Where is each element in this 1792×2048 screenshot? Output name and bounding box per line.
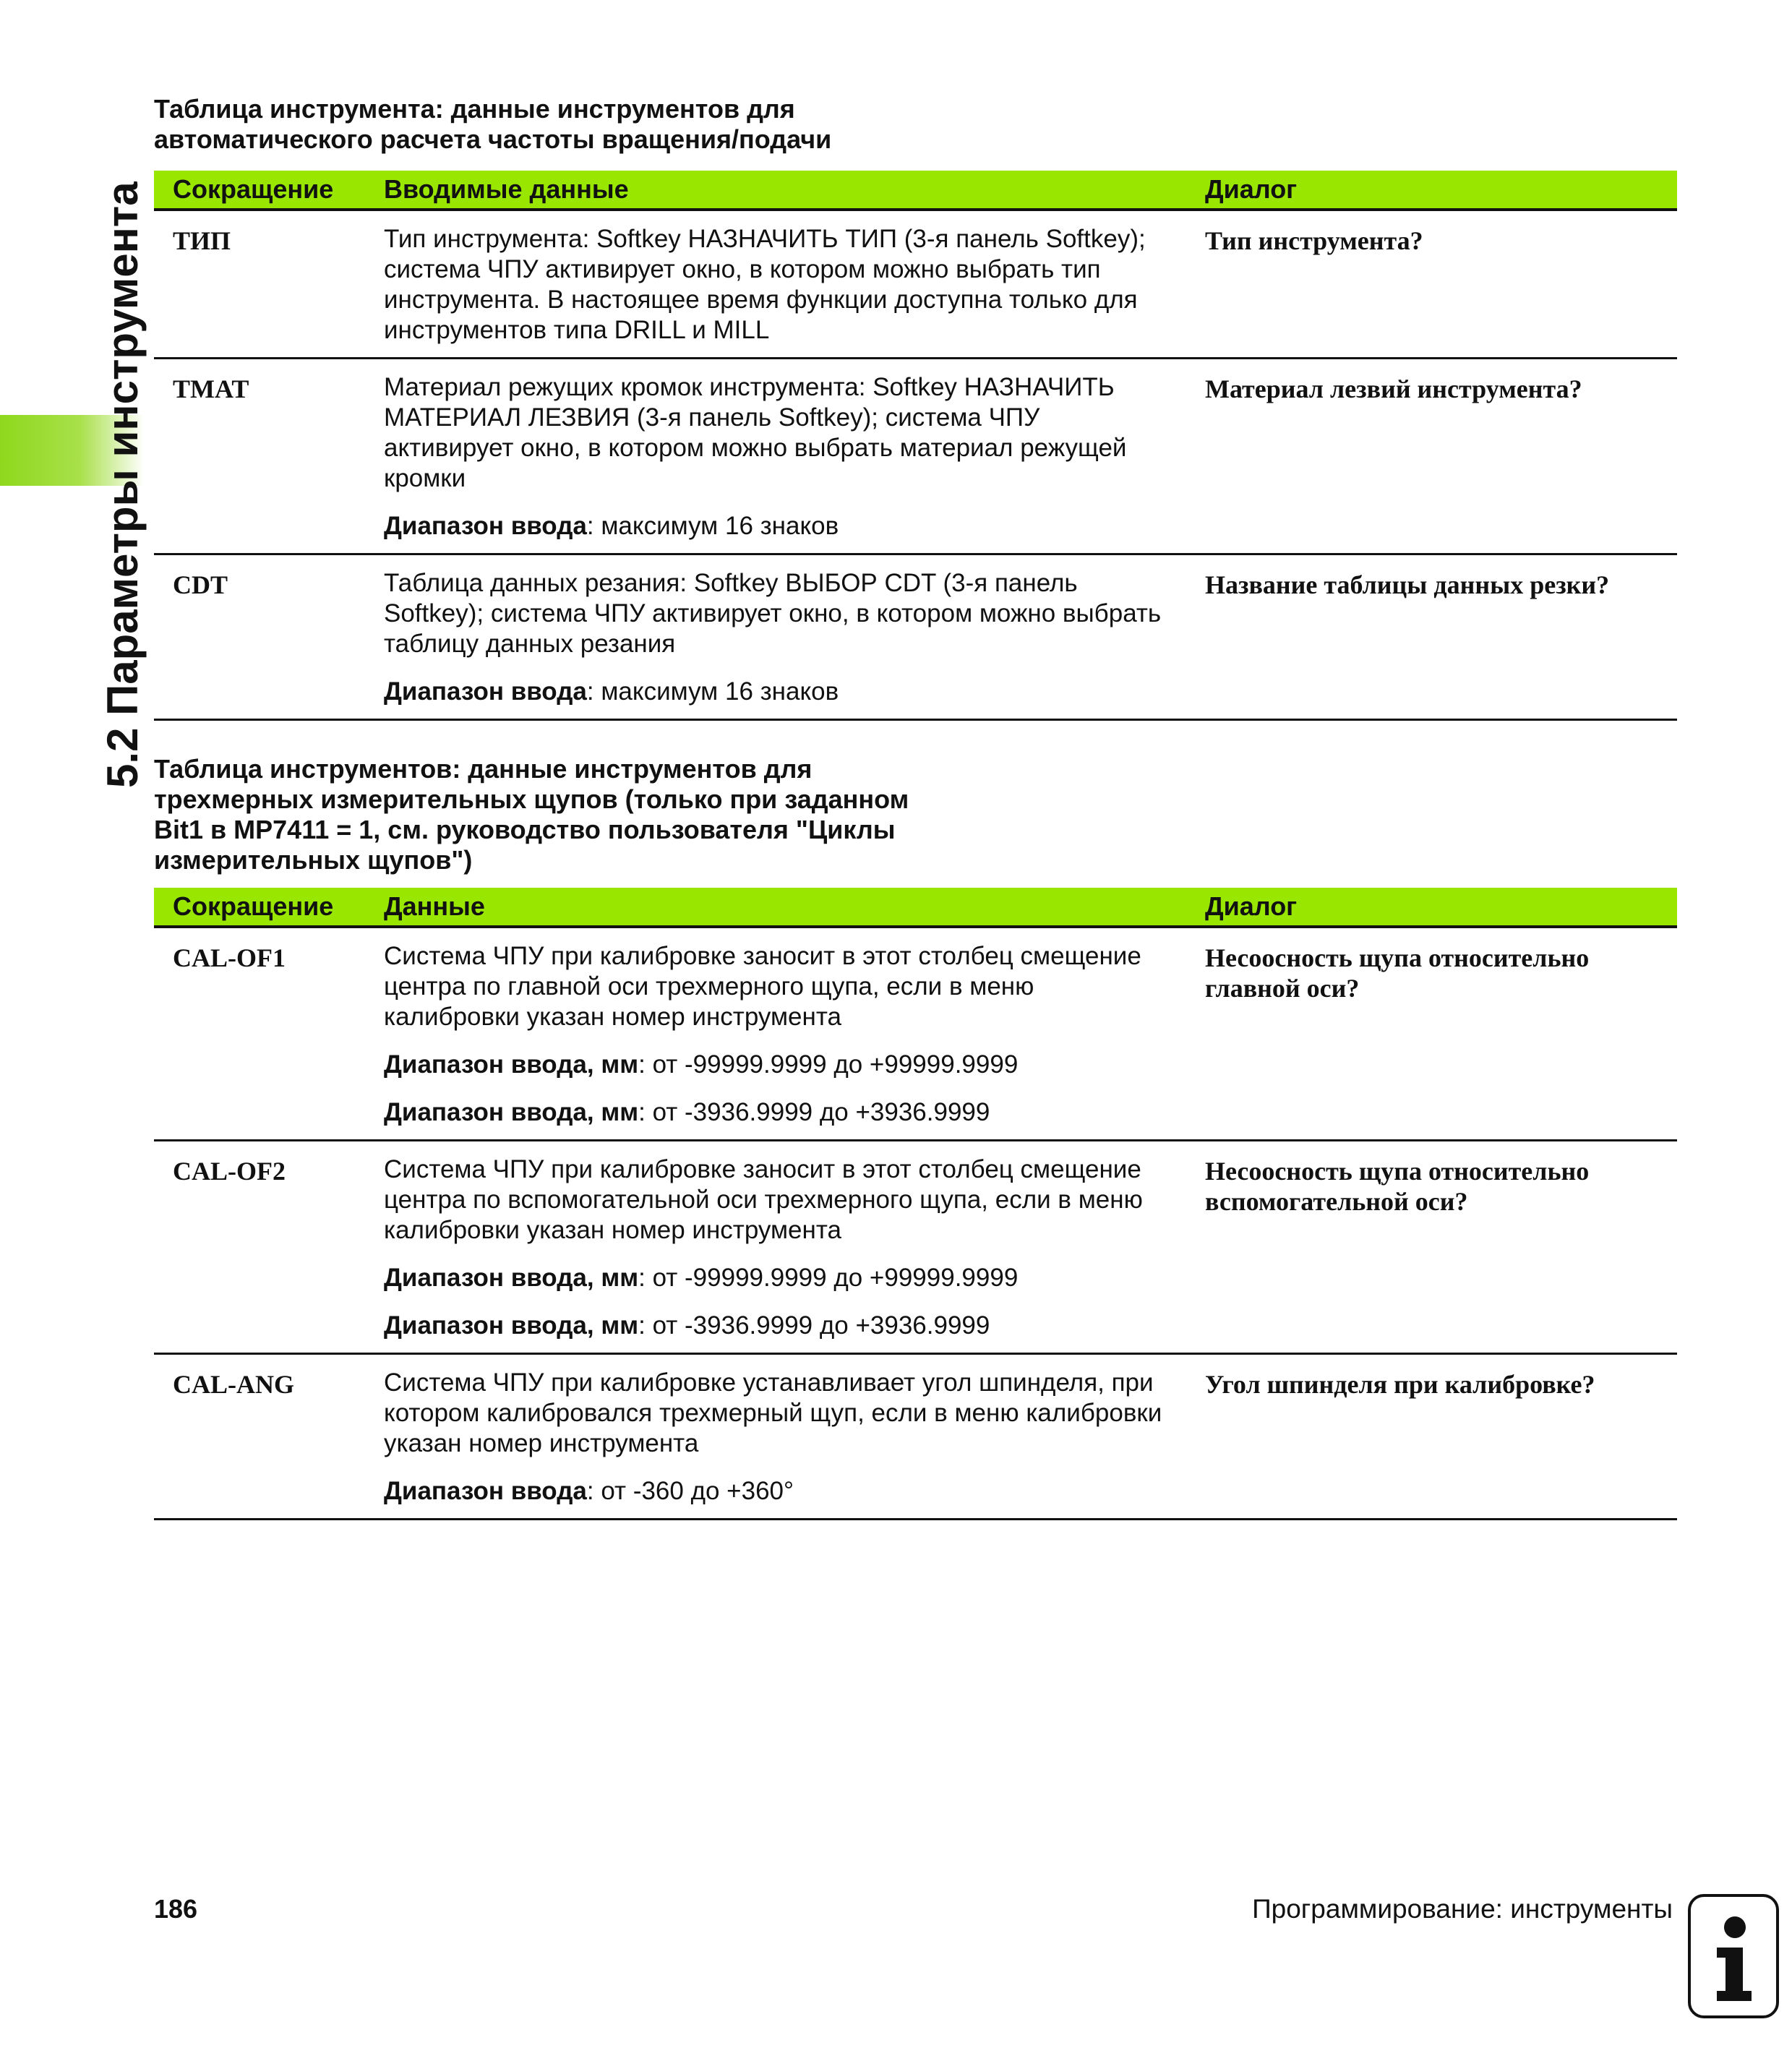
table-row	[154, 210, 1677, 359]
input-range-value: : максимум 16 знаков	[586, 512, 839, 540]
column-header-data: Данные	[368, 888, 1189, 927]
heading-line: трехмерных измерительных щупов (только при заданном	[154, 784, 909, 814]
input-range-value: : от -3936.9999 до +3936.9999	[638, 1098, 990, 1126]
heading-line: Bit1 в MP7411 = 1, см. руководство пользователя "Циклы	[154, 815, 896, 844]
cell-description	[368, 1354, 1189, 1520]
column-header-abbr: Сокращение	[154, 171, 368, 210]
input-range	[384, 1476, 1167, 1507]
input-range-label: Диапазон ввода, мм	[384, 1050, 639, 1079]
input-range-value: : от -99999.9999 до +99999.9999	[638, 1264, 1019, 1292]
heading-line: Таблица инструментов: данные инструментов для	[154, 754, 813, 784]
table-row	[154, 359, 1677, 554]
cell-description	[368, 1141, 1189, 1354]
tool-table-touch-probe	[154, 888, 1677, 1520]
info-icon-glyph	[1691, 1897, 1776, 2015]
input-range	[384, 1311, 1167, 1341]
input-range-label: Диапазон ввода, мм	[384, 1311, 639, 1340]
table-row	[154, 1354, 1677, 1520]
cell-description	[368, 927, 1189, 1141]
table-header-row	[154, 171, 1677, 210]
input-range-value: : от -3936.9999 до +3936.9999	[638, 1311, 990, 1340]
input-range-value: : от -360 до +360°	[586, 1477, 794, 1505]
input-range	[384, 1097, 1167, 1128]
table-row	[154, 927, 1677, 1141]
cell-description	[368, 210, 1189, 359]
tool-table-speed-feed	[154, 171, 1677, 721]
cell-abbreviation: CAL-ANG	[154, 1354, 368, 1520]
cell-abbreviation: ТИП	[154, 210, 368, 359]
page-number: 186	[154, 1894, 198, 1924]
description-text: Система ЧПУ при калибровке заносит в этот столбец смещение центра по главной оси трехмерного щупа, если в меню калибровки указан номер инструмента	[384, 942, 1141, 1031]
table-row	[154, 1141, 1677, 1354]
input-range-value: : от -99999.9999 до +99999.9999	[638, 1050, 1019, 1079]
cell-dialog-prompt: Несоосность щупа относительно вспомогательной оси?	[1189, 1141, 1677, 1354]
cell-description	[368, 359, 1189, 554]
cell-abbreviation: CAL-OF2	[154, 1141, 368, 1354]
section-heading-speed-feed	[154, 94, 1007, 155]
cell-abbreviation: TMAT	[154, 359, 368, 554]
input-range	[384, 1263, 1167, 1293]
cell-abbreviation: CAL-OF1	[154, 927, 368, 1141]
cell-dialog-prompt: Тип инструмента?	[1189, 210, 1677, 359]
input-range	[384, 1050, 1167, 1080]
heading-line: измерительных щупов")	[154, 845, 473, 875]
cell-dialog-prompt: Материал лезвий инструмента?	[1189, 359, 1677, 554]
cell-dialog-prompt: Название таблицы данных резки?	[1189, 554, 1677, 720]
input-range-label: Диапазон ввода	[384, 512, 587, 540]
heading-line: автоматического расчета частоты вращения/подачи	[154, 124, 832, 154]
description-text: Система ЧПУ при калибровке заносит в этот столбец смещение центра по вспомогательной оси трехмерного щупа, если в меню калибровки указан номер инструмента	[384, 1155, 1143, 1244]
input-range-label: Диапазон ввода, мм	[384, 1098, 639, 1126]
description-text: Система ЧПУ при калибровке устанавливает угол шпинделя, при котором калибровался трехмерный щуп, если в меню калибровки указан номер инструмента	[384, 1368, 1162, 1457]
cell-dialog-prompt: Несоосность щупа относительно главной оси?	[1189, 927, 1677, 1141]
cell-abbreviation: CDT	[154, 554, 368, 720]
input-range-value: : максимум 16 знаков	[586, 677, 839, 706]
cell-description	[368, 554, 1189, 720]
column-header-abbr: Сокращение	[154, 888, 368, 927]
column-header-input: Вводимые данные	[368, 171, 1189, 210]
cell-dialog-prompt: Угол шпинделя при калибровке?	[1189, 1354, 1677, 1520]
info-icon[interactable]	[1688, 1894, 1779, 2018]
input-range-label: Диапазон ввода	[384, 677, 587, 706]
column-header-dialog: Диалог	[1189, 171, 1677, 210]
table-row	[154, 554, 1677, 720]
description-text: Материал режущих кромок инструмента: Softkey НАЗНАЧИТЬ МАТЕРИАЛ ЛЕЗВИЯ (3-я панель Softkey); система ЧПУ активирует окно, в котором можно выбрать материал режущей кромки	[384, 373, 1127, 492]
input-range	[384, 677, 1167, 707]
section-heading-touch-probe	[154, 754, 1007, 875]
description-text: Таблица данных резания: Softkey ВЫБОР CDT (3-я панель Softkey); система ЧПУ активирует окно, в котором можно выбрать таблицу данных резания	[384, 569, 1162, 658]
input-range-label: Диапазон ввода, мм	[384, 1264, 639, 1292]
column-header-dialog: Диалог	[1189, 888, 1677, 927]
heading-line: Таблица инструмента: данные инструментов для	[154, 94, 795, 124]
chapter-side-title: 5.2 Параметры инструмента	[98, 181, 147, 788]
description-text: Тип инструмента: Softkey НАЗНАЧИТЬ ТИП (3-я панель Softkey); система ЧПУ активирует окно, в котором можно выбрать тип инструмента. В настоящее время функции доступна только для инструментов типа DRILL и MILL	[384, 225, 1146, 344]
input-range-label: Диапазон ввода	[384, 1477, 587, 1505]
footer-chapter-name: Программирование: инструменты	[1252, 1894, 1673, 1924]
table-header-row	[154, 888, 1677, 927]
input-range	[384, 511, 1167, 541]
